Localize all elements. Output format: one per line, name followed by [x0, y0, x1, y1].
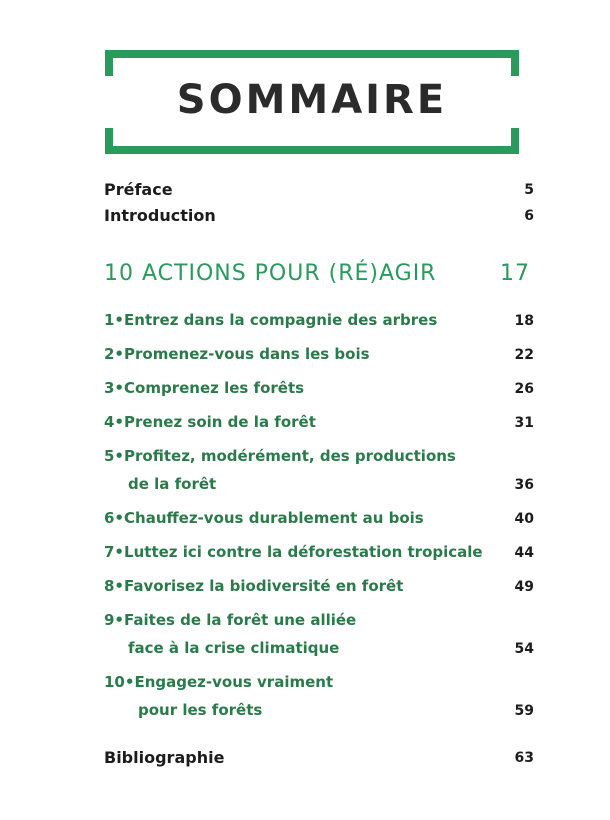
item-number: 2• [104, 345, 125, 363]
item-title: Comprenez les forêts [124, 379, 305, 397]
toc-item-4[interactable] [104, 408, 534, 437]
toc-item-2[interactable] [104, 340, 534, 369]
toc-item-7[interactable] [104, 538, 534, 567]
frame-left-bottom-tick [105, 128, 113, 154]
item-title: Profitez, modérément, des productions [124, 447, 456, 465]
toc-item-10[interactable] [104, 668, 534, 725]
item-page: 49 [514, 579, 534, 595]
item-title: Favorisez la biodiversité en forêt [124, 577, 404, 595]
item-page: 31 [514, 415, 534, 431]
item-number: 9• [104, 611, 125, 629]
toc-entry-page: 5 [524, 182, 534, 198]
item-number: 7• [104, 543, 125, 561]
section-heading-page: 17 [500, 261, 530, 286]
toc-entry-preface[interactable] [104, 180, 534, 200]
item-title: Engagez-vous vraiment [134, 673, 334, 691]
section-heading-title: 10 ACTIONS POUR (RÉ)AGIR [104, 261, 437, 286]
item-title-continued: de la forêt [128, 475, 217, 493]
item-number: 5• [104, 447, 125, 465]
frame-top-border [105, 50, 519, 58]
toc-item-5[interactable] [104, 442, 534, 499]
item-page: 22 [514, 347, 534, 363]
item-page: 40 [514, 511, 534, 527]
item-title: Entrez dans la compagnie des arbres [124, 311, 438, 329]
item-title: Luttez ici contre la déforestation tropicale [124, 543, 483, 561]
frame-right-top-tick [511, 50, 519, 76]
frame-right-bottom-tick [511, 128, 519, 154]
item-title: Promenez-vous dans les bois [124, 345, 370, 363]
toc-entry-page: 6 [524, 208, 534, 224]
toc-item-1[interactable] [104, 306, 534, 335]
toc-entry-page: 63 [514, 750, 534, 766]
item-page: 18 [514, 313, 534, 329]
item-page: 36 [514, 477, 534, 493]
toc-item-6[interactable] [104, 504, 534, 533]
item-number: 3• [104, 379, 125, 397]
toc-entry-label: Bibliographie [104, 748, 225, 767]
item-title-continued: face à la crise climatique [128, 639, 340, 657]
item-page: 54 [514, 641, 534, 657]
toc-entry-label: Introduction [104, 206, 216, 225]
item-title: Chauffez-vous durablement au bois [124, 509, 424, 527]
title-frame [105, 50, 519, 154]
toc-item-9[interactable] [104, 606, 534, 663]
frame-bottom-border [105, 146, 519, 154]
item-page: 26 [514, 381, 534, 397]
toc-item-8[interactable] [104, 572, 534, 601]
toc-item-3[interactable] [104, 374, 534, 403]
toc-entry-bibliographie[interactable] [104, 748, 534, 768]
toc-entry-label: Préface [104, 180, 173, 199]
item-number: 6• [104, 509, 125, 527]
item-page: 44 [514, 545, 534, 561]
item-title: Prenez soin de la forêt [124, 413, 316, 431]
frame-left-top-tick [105, 50, 113, 76]
item-title-continued: pour les forêts [138, 701, 263, 719]
section-heading[interactable] [104, 259, 530, 289]
toc-entry-introduction[interactable] [104, 206, 534, 226]
item-number: 8• [104, 577, 125, 595]
item-number: 4• [104, 413, 125, 431]
item-page: 59 [514, 703, 534, 719]
item-number: 1• [104, 311, 125, 329]
page-title: SOMMAIRE [176, 77, 448, 123]
item-title: Faites de la forêt une alliée [124, 611, 357, 629]
item-number: 10• [104, 673, 135, 691]
